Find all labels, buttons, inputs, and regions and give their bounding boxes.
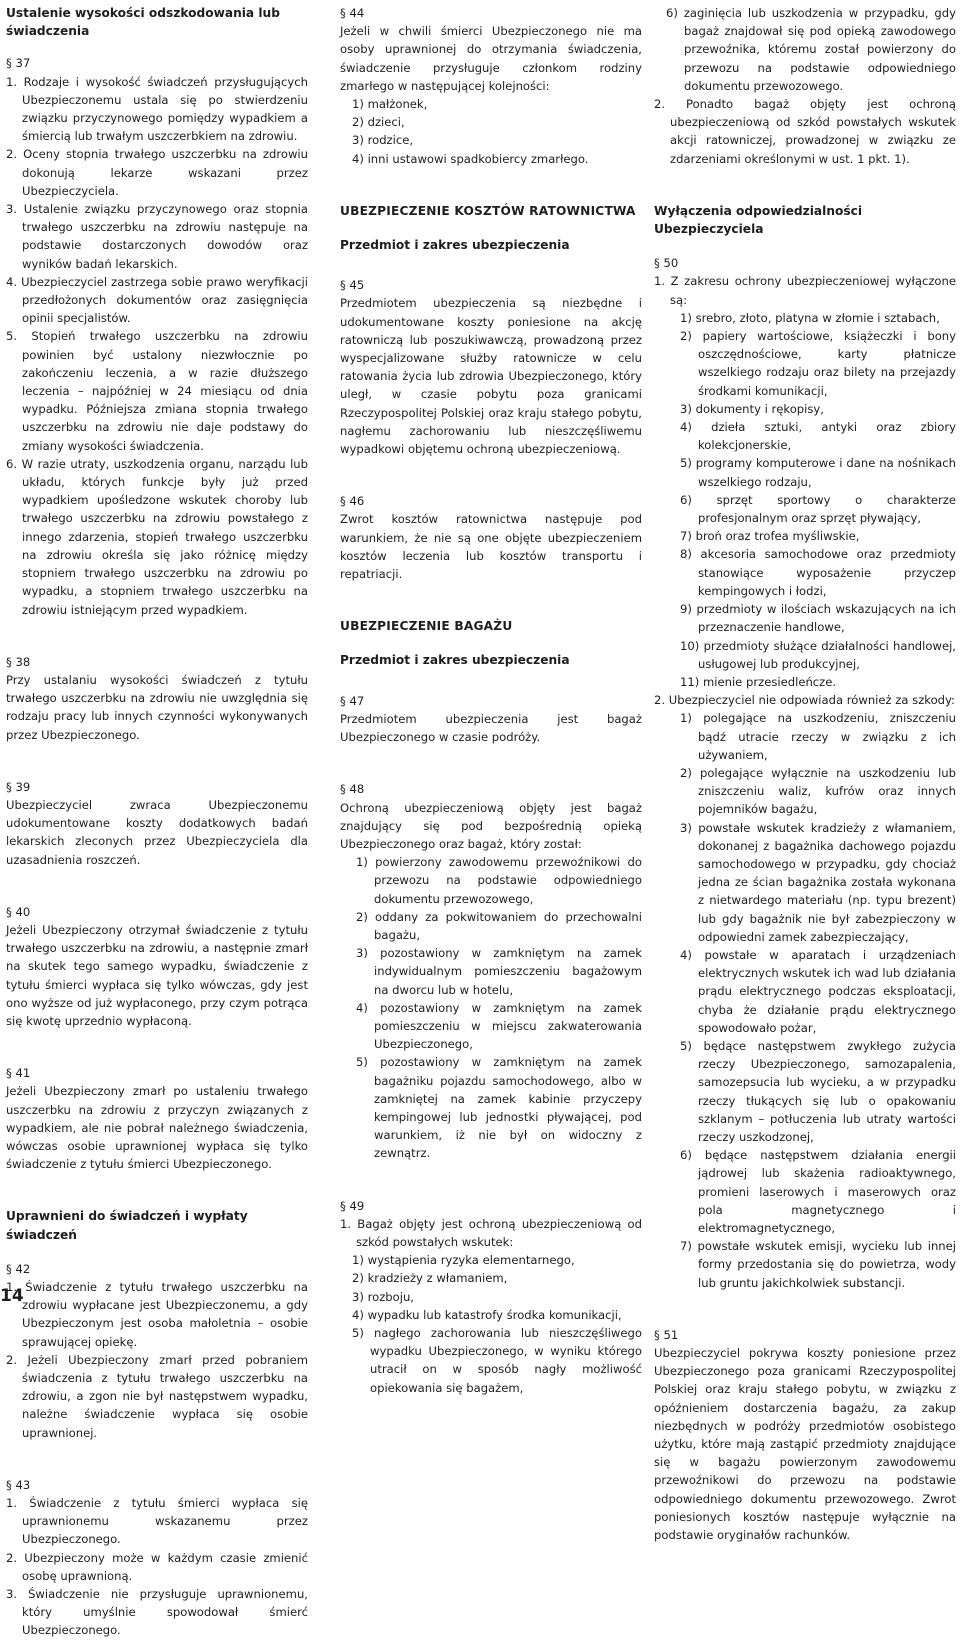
paragraph-text: Jeżeli w chwili śmierci Ubezpieczonego nie ma osoby uprawnionej do otrzymania świadczenia, świadczenie przysługuje członkom rodziny zmarłego w następującej kolejności: <box>340 24 642 93</box>
paragraph-text: Ochroną ubezpieczeniową objęty jest bagaż znajdujący się pod bezpośrednią opieką Ubezpieczonego oraz bagaż, który został: <box>340 800 642 851</box>
list-item: 1) polegające na uszkodzeniu, zniszczeniu bądź utracie rzeczy w związku z ich używaniem, <box>680 711 956 762</box>
subheading-przedmiot: Przedmiot i zakres ubezpieczenia <box>340 238 570 253</box>
list-item: 1) powierzony zawodowemu przewoźnikowi do przewozu na podstawie odpowiedniego dokumentu przewozowego, <box>356 855 642 906</box>
list-item: 2) polegające wyłącznie na uszkodzeniu lub zniszczeniu waliz, kufrów oraz innych pojemników bagażu, <box>680 765 956 817</box>
paragraph-47 <box>340 692 642 747</box>
list-item: 4) inni ustawowi spadkobiercy zmarłego. <box>352 151 589 166</box>
list-item: 4) powstałe w aparatach i urządzeniach elektrycznych wskutek ich wad lub działania prądu elektrycznego podczas eksploatacji, chyba że działanie prądu elektrycznego spowodowało pożar, <box>680 947 956 1035</box>
list-item: 4) dzieła sztuki, antyki oraz zbiory kolekcjonerskie, <box>680 420 956 453</box>
section-mark: § 49 <box>340 1198 365 1213</box>
list-item: 6. W razie utraty, uszkodzenia organu, narządu lub układu, których funkcje były już przed wypadkiem upośledzone wskutek choroby lub trwałego uszczerbku na zdrowiu powstałego z innego zdarzenia, stopień trwałego uszczerbku na zdrowiu określa się jako różnicę między stopniem trwałego uszczerbku na zdrowiu po wypadku, a stopniem trwałego uszczerbku na zdrowiu istniejącym przed wypadkiem. <box>6 456 308 617</box>
column-2 <box>340 4 642 1397</box>
section-mark: § 43 <box>6 1477 31 1492</box>
column-1 <box>6 4 308 1640</box>
paragraph-text: Ubezpieczyciel pokrywa koszty poniesione przez Ubezpieczonego poza granicami Rzeczypospolitej Polskiej oraz kraju stałego pobytu, w związku z opóźnieniem dostarczenia bagażu, za zakup niezbędnych w podróży przedmiotów osobistego użytku, które mają zastąpić przedmioty znajdujące się w bagażu powierzonym zawodowemu przewoźnikowi do przewozu na podstawie odpowiedniego dokumentu przewozowego. Zwrot poniesionych kosztów następuje wyłącznie na podstawie oryginałów rachunków. <box>654 1346 956 1543</box>
list-item: 5) programy komputerowe i dane na nośnikach wszelkiego rodzaju, <box>680 456 956 489</box>
section-heading-bagaz: UBEZPIECZENIE BAGAŻU <box>340 619 513 634</box>
list-item: 3) pozostawiony w zamkniętym na zamek indywidualnym pomieszczeniu bagażowym na dworcu lub w hotelu, <box>356 946 642 997</box>
paragraph-text: Ubezpieczyciel zwraca Ubezpieczonemu udokumentowane koszty dodatkowych badań lekarskich zleconych przez Ubezpieczyciela dla uzasadnienia roszczeń. <box>6 797 308 867</box>
paragraph-40 <box>6 903 308 1030</box>
subheading-przedmiot: Przedmiot i zakres ubezpieczenia <box>340 653 570 668</box>
list-item: 11) mienie przesiedleńcze. <box>680 674 837 689</box>
list-item: 1. Rodzaje i wysokość świadczeń przysługujących Ubezpieczonemu ustala się po stwierdzeniu związku przyczynowego pomiędzy wypadkiem a śmiercią lub trwałym uszczerbkiem na zdrowiu. <box>6 74 308 144</box>
paragraph-text: 2. Ubezpieczyciel nie odpowiada również za szkody: <box>654 693 955 708</box>
paragraph-50 <box>654 254 956 1292</box>
list-item: 7) powstałe wskutek emisji, wycieku lub innej formy przedostania się do powietrza, wody lub gruntu jakichkolwiek substancji. <box>680 1239 956 1290</box>
list-item: 1. Świadczenie z tytułu trwałego uszczerbku na zdrowiu wypłacane jest Ubezpieczonemu, a gdy Ubezpieczonym jest osoba małoletnia – osobie sprawującej opiekę. <box>6 1279 308 1349</box>
list-item: 1) małżonek, <box>352 97 428 112</box>
section-heading-wylaczenia: Wyłączenia odpowiedzialności Ubezpieczyciela <box>654 203 863 237</box>
paragraph-text: Przedmiotem ubezpieczenia jest bagaż Ubezpieczonego w czasie podróży. <box>340 711 642 745</box>
list-item: 3. Ustalenie związku przyczynowego oraz stopnia trwałego uszczerbku na zdrowiu następuje na podstawie dostarczonych dowodów oraz wyników badań lekarskich. <box>6 202 308 271</box>
list-item: 5. Stopień trwałego uszczerbku na zdrowiu powinien być ustalony niezwłocznie po zakończeniu leczenia, a w razie dłuższego leczenia – najpóźniej w 24 miesiącu od dnia wypadku. Późniejsza zmiana stopnia trwałego uszczerbku na zdrowiu nie daje podstawy do zmiany wysokości świadczenia. <box>6 329 308 453</box>
page-number: 14 <box>0 1286 24 1306</box>
section-mark: § 45 <box>340 278 365 293</box>
list-item: 8) akcesoria samochodowe oraz przedmioty stanowiące wyposażenie przyczep kempingowych i łodzi, <box>680 547 956 598</box>
list-item: 10) przedmioty służące działalności handlowej, usługowej lub produkcyjnej, <box>680 638 956 671</box>
paragraph-38 <box>6 653 308 744</box>
section-mark: § 42 <box>6 1261 31 1276</box>
section-mark: § 51 <box>654 1327 679 1342</box>
section-heading-ustalenie: Ustalenie wysokości odszkodowania lub świadczenia <box>6 6 280 39</box>
list-item: 1. Świadczenie z tytułu śmierci wypłaca się uprawnionemu wskazanemu przez Ubezpieczonego. <box>6 1496 308 1547</box>
section-mark: § 41 <box>6 1066 31 1081</box>
list-item: 1) wystąpienia ryzyka elementarnego, <box>352 1253 575 1268</box>
list-item: 2) kradzieży z włamaniem, <box>352 1271 508 1286</box>
paragraph-text: Jeżeli Ubezpieczony zmarł po ustaleniu trwałego uszczerbku na zdrowiu z przyczyn związanych z wypadkiem, ale nie pobrał należnego świadczenia, wówczas osobie uprawnionej wypłaca się tylko świadczenie z tytułu śmierci Ubezpieczonego. <box>6 1084 308 1172</box>
list-item: 4) pozostawiony w zamkniętym na zamek pomieszczeniu w miejscu zakwaterowania Ubezpieczonego, <box>356 1000 642 1052</box>
paragraph-42 <box>6 1260 308 1442</box>
section-mark: § 37 <box>6 56 31 71</box>
list-item: 9) przedmioty w ilościach wskazujących na ich przeznaczenie handlowe, <box>680 602 956 635</box>
section-mark: § 47 <box>340 693 365 708</box>
column-3 <box>654 4 956 1544</box>
paragraph-51 <box>654 1326 956 1544</box>
section-heading-ratownictwo: UBEZPIECZENIE KOSZTÓW RATOWNICTWA <box>340 203 636 218</box>
list-item: 2. Jeżeli Ubezpieczony zmarł przed pobraniem świadczenia z tytułu trwałego uszczerbku na zdrowiu, a zgon nie był następstwem wypadku, należne świadczenie wypłaca się osobie uprawnionej. <box>6 1352 308 1440</box>
paragraph-text: 1. Z zakresu ochrony ubezpieczeniowej wyłączone są: <box>654 274 956 307</box>
paragraph-44 <box>340 4 642 168</box>
list-item: 3) powstałe wskutek kradzieży z włamaniem, dokonanej z bagażnika dachowego pojazdu samochodowego w przypadku, gdy chociaż jedna ze ścian bagażnika została wykonana z nietwardego materiału (np. typu brezent) lub gdy bagażnik nie był zabezpieczony w odpowiedni zamek zabezpieczający, <box>680 820 956 944</box>
paragraph-text: 2. Ponadto bagaż objęty jest ochroną ubezpieczeniową od szkód powstałych wskutek akcji ratowniczej, prowadzonej w związku ze zdarzeniami określonymi w ust. 1 pkt. 1). <box>654 97 956 166</box>
section-mark: § 46 <box>340 494 365 509</box>
section-mark: § 50 <box>654 256 679 271</box>
list-item: 4. Ubezpieczyciel zastrzega sobie prawo weryfikacji przedłożonych dokumentów oraz zasięgnięcia opinii specjalistów. <box>6 274 308 326</box>
paragraph-46 <box>340 492 642 583</box>
paragraph-48 <box>340 780 642 1162</box>
paragraph-text: 1. Bagaż objęty jest ochroną ubezpieczeniową od szkód powstałych wskutek: <box>340 1216 642 1249</box>
list-item: 7) broń oraz trofea myśliwskie, <box>680 529 860 544</box>
paragraph-text: Jeżeli Ubezpieczony otrzymał świadczenie z tytułu trwałego uszczerbku na zdrowiu, a następnie zmarł na skutek tego samego wypadku, świadczenie z tytułu śmierci wypłaca się tylko wówczas, gdy jest ono wyższe od już wypłaconego, przy czym potrąca się kwotę uprzednio wypłaconą. <box>6 922 308 1028</box>
list-item: 5) nagłego zachorowania lub nieszczęśliwego wypadku Ubezpieczonego, w wyniku którego utracił on w sposób nagły możliwość opiekowania się bagażem, <box>352 1325 642 1395</box>
list-item: 5) pozostawiony w zamkniętym na zamek bagażniku pojazdu samochodowego, albo w zamkniętej na zamek kabinie przyczepy kempingowej lub jednostki pływającej, pod warunkiem, iż nie był on widoczny z zewnątrz. <box>356 1055 642 1161</box>
paragraph-43 <box>6 1476 308 1640</box>
paragraph-text: Zwrot kosztów ratownictwa następuje pod warunkiem, że nie są one objęte ubezpieczeniem kosztów leczenia lub kosztów transportu i repatriacji. <box>340 512 642 582</box>
list-item: 2) oddany za pokwitowaniem do przechowalni bagażu, <box>356 909 642 942</box>
list-item: 1) srebro, złoto, platyna w złomie i sztabach, <box>680 310 940 325</box>
list-item: 6) zaginięcia lub uszkodzenia w przypadku, gdy bagaż znajdował się pod opieką zawodowego przewoźnika, któremu został powierzony do przewozu na podstawie odpowiedniego dokumentu przewozowego. <box>666 6 956 93</box>
list-item: 6) sprzęt sportowy o charakterze profesjonalnym oraz sprzęt pływający, <box>680 492 956 526</box>
paragraph-text: Przy ustalaniu wysokości świadczeń z tytułu trwałego uszczerbku na zdrowiu nie uwzględnia się rodzaju pracy lub innych czynności wykonywanych przez Ubezpieczonego. <box>6 672 308 742</box>
list-item: 3) rodzice, <box>352 133 414 148</box>
section-mark: § 44 <box>340 6 365 20</box>
list-item: 2. Ubezpieczony może w każdym czasie zmienić osobę uprawnioną. <box>6 1550 308 1583</box>
list-item: 4) wypadku lub katastrofy środka komunikacji, <box>352 1307 622 1322</box>
section-heading-uprawnieni: Uprawnieni do świadczeń i wypłaty świadczeń <box>6 1209 248 1242</box>
list-item: 3. Świadczenie nie przysługuje uprawnionemu, który umyślnie spowodował śmierć Ubezpieczonego. <box>6 1587 308 1638</box>
list-item: 5) będące następstwem zwykłego zużycia rzeczy Ubezpieczonego, samozapalenia, samozepsucia lub wycieku, a w przypadku rzeczy tłukących się lub o opakowaniu szklanym – potłuczenia lub utraty wartości rzeczy uszkodzonej, <box>680 1038 956 1144</box>
paragraph-45 <box>340 276 642 458</box>
list-item: 3) dokumenty i rękopisy, <box>680 401 824 416</box>
paragraph-39 <box>6 778 308 869</box>
list-item: 2) papiery wartościowe, książeczki i bony oszczędnościowe, karty płatnicze wszelkiego rodzaju oraz bilety na przejazdy środkami komunikacji, <box>680 329 956 398</box>
list-item: 2. Oceny stopnia trwałego uszczerbku na zdrowiu dokonują lekarze wskazani przez Ubezpieczyciela. <box>6 147 308 198</box>
section-mark: § 48 <box>340 782 365 797</box>
list-item: 6) będące następstwem działania energii jądrowej lub skażenia radioaktywnego, promieni laserowych i maserowych oraz pola magnetycznego i elektromagnetycznego, <box>680 1148 956 1235</box>
section-mark: § 40 <box>6 904 31 919</box>
paragraph-text: Przedmiotem ubezpieczenia są niezbędne i udokumentowane koszty poniesione na akcję ratowniczą lub poszukiwawczą, prowadzoną przez wyspecjalizowane służby ratownicze w celu ratowania życia lub zdrowia Ubezpieczonego, który uległ, w czasie pobytu poza granicami Rzeczypospolitej Polskiej oraz kraju stałego pobytu, nagłemu zachorowaniu lub nieszczęśliwemu wypadkowi objętemu ochroną ubezpieczeniową. <box>340 296 642 457</box>
paragraph-49 <box>340 1197 642 1397</box>
paragraph-37 <box>6 54 308 618</box>
paragraph-41 <box>6 1064 308 1173</box>
section-mark: § 39 <box>6 779 31 794</box>
section-mark: § 38 <box>6 654 31 669</box>
list-item: 2) dzieci, <box>352 115 405 130</box>
list-item: 3) rozboju, <box>352 1289 414 1304</box>
